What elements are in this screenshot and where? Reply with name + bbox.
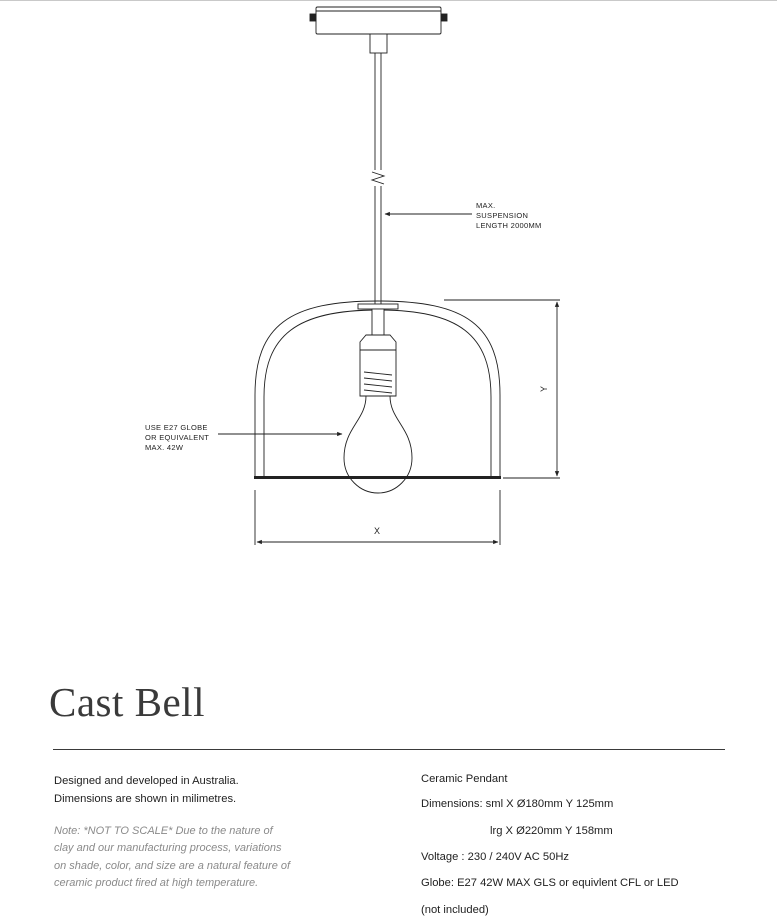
spec-globe: Globe: E27 42W MAX GLS or equivlent CFL or LED	[421, 877, 679, 889]
suspension-rod	[372, 53, 384, 304]
product-title: Cast Bell	[49, 679, 205, 725]
y-dimension-label: Y	[539, 385, 550, 393]
x-dimension-label: X	[374, 526, 381, 536]
lamp-holder	[360, 309, 396, 396]
globe-annotation: USE E27 GLOBE OR EQUIVALENT MAX. 42W	[145, 423, 210, 452]
spec-voltage: Voltage : 230 / 240V AC 50Hz	[421, 851, 570, 863]
width-dimension	[255, 490, 500, 545]
spec-type: Ceramic Pendant	[421, 773, 508, 785]
section-divider	[53, 749, 725, 750]
units-text: Dimensions are shown in milimetres.	[54, 793, 237, 805]
suspension-annotation: MAX. SUSPENSION LENGTH 2000MM	[476, 201, 542, 230]
origin-text: Designed and developed in Australia.	[54, 775, 239, 787]
spec-globe-note: (not included)	[421, 904, 489, 916]
spec-dimensions-large: lrg X Ø220mm Y 158mm	[490, 825, 613, 837]
ceiling-canopy	[310, 7, 447, 53]
design-info	[54, 772, 374, 892]
spec-dimensions-small: Dimensions: sml X Ø180mm Y 125mm	[421, 798, 614, 810]
scale-note: Note: *NOT TO SCALE* Due to the nature of clay and our manufacturing process, variations on shade, color, and size are a natural feature of ceramic product fired at high temperature.	[54, 825, 291, 889]
